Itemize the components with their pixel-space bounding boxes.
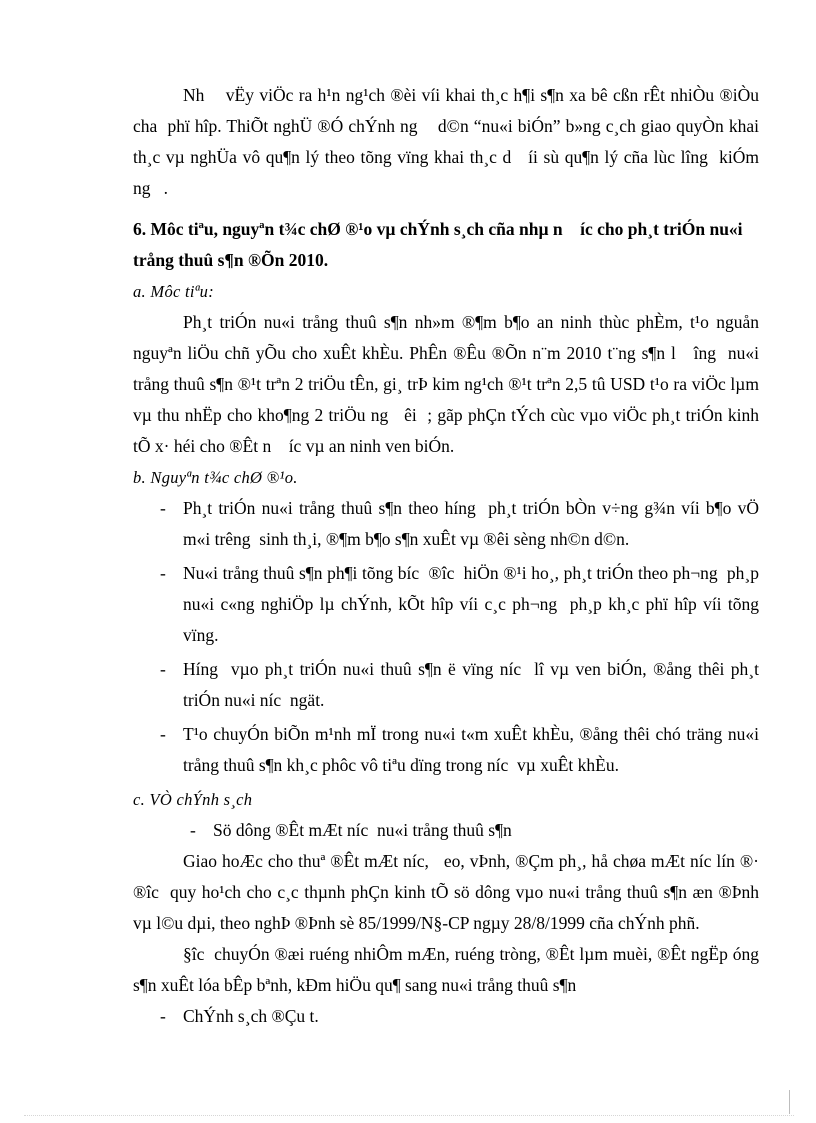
list-item (133, 1001, 759, 1032)
list-item (133, 558, 759, 651)
intro-paragraph: Nh vËy viÖc ra h¹n ng¹ch ®èi víi khai th¸c h¶i s¶n xa bê cßn rÊt nhiÒu ®iÒu cha phï hîp. ThiÕt nghÜ ®Ó chÝnh ng d©n “nu«i biÓn” b»ng c¸ch giao quyÒn khai th¸c vµ nghÜa vô qu¶n lý theo tõng vïng khai th¸c d íi sù qu¶n lý cña lùc lîng kiÓm ng . (133, 85, 759, 198)
bullet-dash: - (160, 563, 166, 583)
list-item-text: Ph¸t triÓn nu«i trång thuû s¶n theo híng ph¸t triÓn bÒn v÷ng g¾n víi b¶o vÖ m«i trêng sinh th¸i, ®¶m b¶o s¶n xuÊt vµ ®êi sèng nh©n d©n. (183, 498, 759, 549)
list-item-text: ChÝnh s¸ch ®Çu t. (183, 1006, 319, 1026)
list-item (133, 493, 759, 555)
section-a-label: a. Môc tiªu: (133, 282, 215, 301)
section-a-text: Ph¸t triÓn nu«i trång thuû s¶n nh»m ®¶m b¶o an ninh thùc phÈm, t¹o nguån nguyªn liÖu chñ yÕu cho xuÊt khÈu. PhÊn ®Êu ®Õn n¨m 2010 t¨ng s¶n l îng nu«i trång thuû s¶n ®¹t trªn 2 triÖu tÊn, gi¸ trÞ kim ng¹ch ®¹t trªn 2,5 tû USD t¹o ra viÖc lµm vµ thu nhËp cho kho¶ng 2 triÖu ng êi ; gãp phÇn tÝch cùc vµo viÖc ph¸t triÓn kinh tÕ x· héi cho ®Êt n íc vµ an ninh ven biÓn. (133, 312, 759, 456)
list-item-text: T¹o chuyÓn biÕn m¹nh mÏ trong nu«i t«m xuÊt khÈu, ®ång thêi chó träng nu«i trång thuû s¶n kh¸c phôc vô tiªu dïng trong níc vµ xuÊt khÈu. (183, 724, 759, 775)
list-item (133, 654, 759, 716)
bullet-dash: - (160, 659, 166, 679)
bullet-dash: - (160, 1006, 166, 1026)
policy-paragraph-land: Giao hoÆc cho thuª ®Êt mÆt níc, eo, vÞnh, ®Çm ph¸, hå chøa mÆt níc lín ®· ®îc quy ho¹ch cho c¸c thµnh phÇn kinh tÕ sö dông vµo nu«i trång thuû s¶n æn ®Þnh vµ l©u dµi, theo nghÞ ®Þnh sè 85/1999/N§-CP ngµy 28/8/1999 cña chÝnh phñ. (133, 851, 759, 933)
list-item-text: Híng vµo ph¸t triÓn nu«i thuû s¶n ë vïng níc lî vµ ven biÓn, ®ång thêi ph¸t triÓn nu«i níc ngät. (183, 659, 759, 710)
list-item-text: Nu«i trång thuû s¶n ph¶i tõng bíc ®îc hiÖn ®¹i ho¸, ph¸t triÓn theo ph¬ng ph¸p nu«i c«ng nghiÖp lµ chÝnh, kÕt hîp víi c¸c ph¬ng ph¸p kh¸c phï hîp víi tõng vïng. (183, 563, 759, 645)
policy-paragraph-conversion: §îc chuyÓn ®æi ruéng nhiÔm mÆn, ruéng tròng, ®Êt lµm muèi, ®Êt ngËp óng s¶n xuÊt lóa bÊp bªnh, kÐm hiÖu qu¶ sang nu«i trång thuû s¶n (133, 944, 759, 995)
bullet-dash: - (160, 724, 166, 744)
section-b-label: b. Nguyªn t¾c chØ ®¹o. (133, 468, 298, 487)
page-corner-mark (789, 1090, 804, 1114)
principles-list (133, 493, 759, 781)
policy-list (133, 1001, 759, 1032)
page-bottom-divider (24, 1115, 794, 1116)
page-content (133, 80, 759, 1035)
section-c-label: c. VÒ chÝnh s¸ch (133, 790, 253, 809)
policy-item-land (133, 815, 759, 846)
list-item (133, 719, 759, 781)
policy-item-text: Sö dông ®Êt mÆt níc nu«i trång thuû s¶n (213, 820, 512, 840)
section-6-heading: 6. Môc tiªu, nguyªn t¾c chØ ®¹o vµ chÝnh s¸ch cña nhµ n íc cho ph¸t triÓn nu«i trång thuû s¶n ®Õn 2010. (133, 219, 743, 270)
bullet-dash: - (160, 498, 166, 518)
bullet-dash: - (190, 820, 196, 840)
